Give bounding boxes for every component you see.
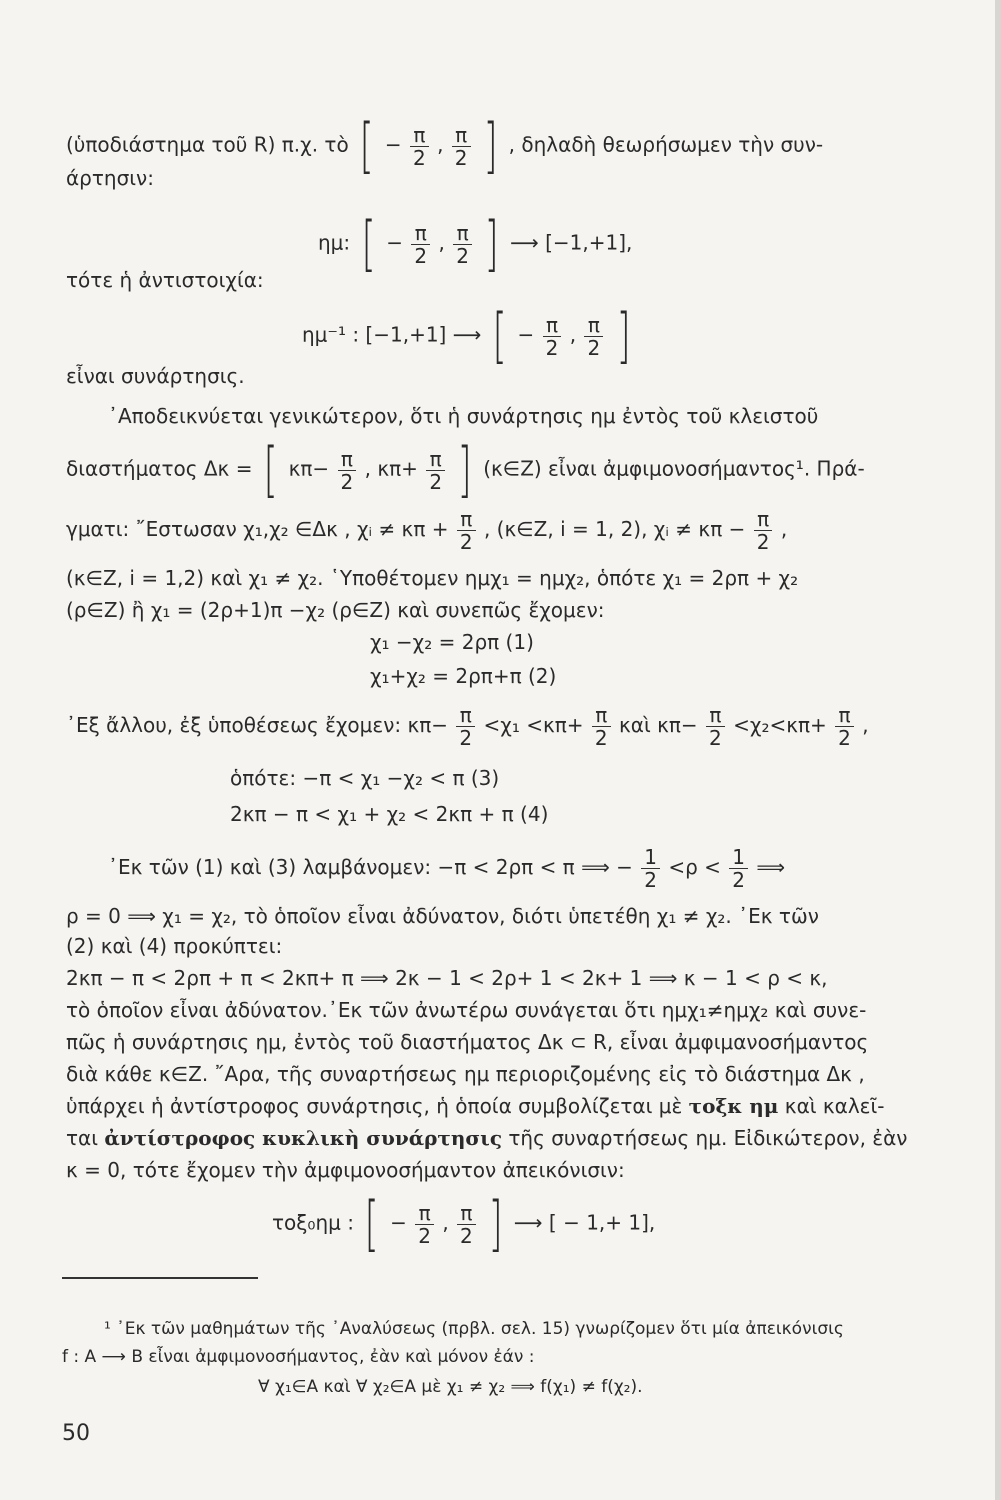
bracket: ]: [483, 111, 498, 181]
bracket: [: [359, 111, 374, 181]
text-line: τότε ἡ ἀντιστοιχία:: [66, 268, 264, 292]
fraction: $\frac{1}{2}$: [729, 846, 748, 891]
text-line: ρ = 0 ⟹ χ₁ = χ₂, τὸ ὁποῖον εἶναι ἀδύνατον, διότι ὑπετέθη χ₁ ≠ χ₂. ᾿Εκ τῶν: [66, 904, 819, 928]
fraction: $\frac{\pi}{2}$: [584, 314, 603, 359]
fraction: $\frac{\pi}{2}$: [457, 508, 476, 553]
footnote-line: ∀ χ₁∈A καὶ ∀ χ₂∈A μὲ χ₁ ≠ χ₂ ⟹ f(χ₁) ≠ f(χ₂).: [258, 1377, 643, 1397]
text-line: 2κπ − π < 2ρπ + π < 2κπ+ π ⟹ 2κ − 1 < 2ρ+ 1 < 2κ+ 1 ⟹ κ − 1 < ρ < κ,: [66, 966, 828, 990]
footnote-line: ¹ ᾿Εκ τῶν μαθημάτων τῆς ᾿Αναλύσεως (πρβλ. σελ. 15) γνωρίζομεν ὅτι μία ἀπεικόνισις: [104, 1319, 844, 1339]
text-line: ᾿Εξ ἄλλου, ἐξ ὑποθέσεως ἔχομεν: κπ− $\frac{\pi}{2}$ <χ₁ <κπ+ $\frac{\pi}{2}$ καὶ κπ− $\frac{\pi}{2}$ <χ₂<κπ+ $\frac{\pi}{2}$ ,: [66, 703, 869, 750]
text-line: ᾿Εκ τῶν (1) καὶ (3) λαμβάνομεν: −π < 2ρπ < π ⟹ − $\frac{1}{2}$ <ρ < $\frac{1}{2}$ ⟹: [108, 845, 786, 892]
bold-term: ἀντίστροφος κυκλικὴ συνάρτησις: [104, 1126, 503, 1150]
fraction: $\frac{\pi}{2}$: [338, 448, 357, 493]
equation-3: ὁπότε: −π < χ₁ −χ₂ < π (3): [230, 766, 500, 790]
text-line: γματι: ῎Εστωσαν χ₁,χ₂ ∈Δκ , χᵢ ≠ κπ + $\frac{\pi}{2}$ , (κ∈Z, i = 1, 2), χᵢ ≠ κπ − $\frac{\pi}{2}$ ,: [66, 507, 788, 554]
fraction: $\frac{\pi}{2}$: [706, 704, 725, 749]
text-line: ὑπάρχει ἡ ἀντίστροφος συνάρτησις, ἡ ὁποία συμβολίζεται μὲ τοξκ ημ καὶ καλεῖ-: [66, 1094, 885, 1118]
fraction: $\frac{\pi}{2}$: [592, 704, 611, 749]
fraction: $\frac{\pi}{2}$: [456, 704, 475, 749]
footnote-line: f : A ⟶ B εἶναι ἀμφιμονοσήμαντος, ἐὰν καὶ μόνον ἐάν :: [62, 1347, 535, 1367]
text-line: ται ἀντίστροφος κυκλικὴ συνάρτησις τῆς συναρτήσεως ημ. Εἰδικώτερον, ἐὰν: [66, 1126, 908, 1150]
fraction: $\frac{\pi}{2}$: [543, 314, 562, 359]
text-line: άρτησιν:: [66, 166, 154, 190]
text-line: διαστήματος Δκ = [ κπ− $\frac{\pi}{2}$ , κπ+ $\frac{\pi}{2}$ ] (κ∈Z) εἶναι ἀμφιμονοσήμαντος¹. Πρά-: [66, 435, 865, 505]
footnote-rule: [62, 1277, 258, 1279]
fraction: $\frac{\pi}{2}$: [457, 1202, 476, 1247]
bold-term: τοξκ ημ: [688, 1094, 779, 1118]
equation-1: χ₁ −χ₂ = 2ρπ (1): [370, 630, 534, 654]
fraction: $\frac{\pi}{2}$: [453, 222, 472, 267]
fraction: $\frac{\pi}{2}$: [426, 448, 445, 493]
page-edge: [995, 0, 1001, 1500]
equation-map1: ημ: [ − $\frac{\pi}{2}$ , $\frac{\pi}{2}$ ] ⟶ [−1,+1],: [318, 209, 633, 279]
fraction: $\frac{1}{2}$: [641, 846, 660, 891]
text-line: εἶναι συνάρτησις.: [66, 364, 245, 388]
text-line: ᾿Αποδεικνύεται γενικώτερον, ὅτι ἡ συνάρτησις ημ ἐντὸς τοῦ κλειστοῦ: [108, 404, 819, 428]
fraction: $\frac{\pi}{2}$: [835, 704, 854, 749]
fraction: $\frac{\pi}{2}$: [415, 1202, 434, 1247]
text-line: (ὑποδιάστημα τοῦ R) π.χ. τὸ [ − $\frac{\pi}{2}$ , $\frac{\pi}{2}$ ] , δηλαδὴ θεωρήσωμεν τὴν συν-: [66, 111, 824, 181]
fraction: $\frac{\pi}{2}$: [754, 508, 773, 553]
text-line: (2) καὶ (4) προκύπτει:: [66, 934, 283, 958]
equation-2: χ₁+χ₂ = 2ρπ+π (2): [370, 664, 557, 688]
text-line: (ρ∈Z) ἢ χ₁ = (2ρ+1)π −χ₂ (ρ∈Z) καὶ συνεπῶς ἔχομεν:: [66, 598, 605, 622]
text-line: πῶς ἡ συνάρτησις ημ, ἐντὸς τοῦ διαστήματος Δκ ⊂ R, εἶναι ἀμφιμανοσήμαντος: [66, 1030, 869, 1054]
equation-map2: ημ⁻¹ : [−1,+1] ⟶ [ − $\frac{\pi}{2}$ , $\frac{\pi}{2}$ ]: [302, 301, 631, 371]
text-line: διὰ κάθε κ∈Z. ῎Αρα, τῆς συναρτήσεως ημ περιοριζομένης εἰς τὸ διάστημα Δκ ,: [66, 1062, 865, 1086]
equation-map3: τοξ₀ημ : [ − $\frac{\pi}{2}$ , $\frac{\pi}{2}$ ] ⟶ [ − 1,+ 1],: [272, 1189, 656, 1259]
text-line: τὸ ὁποῖον εἶναι ἀδύνατον.᾿Εκ τῶν ἀνωτέρω συνάγεται ὅτι ημχ₁≠ημχ₂ καὶ συνε-: [66, 998, 867, 1022]
page-number: 50: [62, 1421, 90, 1446]
fraction: $\frac{\pi}{2}$: [452, 124, 471, 169]
fraction: $\frac{\pi}{2}$: [410, 124, 429, 169]
equation-4: 2κπ − π < χ₁ + χ₂ < 2κπ + π (4): [230, 802, 549, 826]
fraction: $\frac{\pi}{2}$: [411, 222, 430, 267]
text-line: κ = 0, τότε ἔχομεν τὴν ἀμφιμονοσήμαντον ἀπεικόνισιν:: [66, 1158, 625, 1182]
text-line: (κ∈Z, i = 1,2) καὶ χ₁ ≠ χ₂. ῾Υποθέτομεν ημχ₁ = ημχ₂, ὁπότε χ₁ = 2ρπ + χ₂: [66, 566, 799, 590]
